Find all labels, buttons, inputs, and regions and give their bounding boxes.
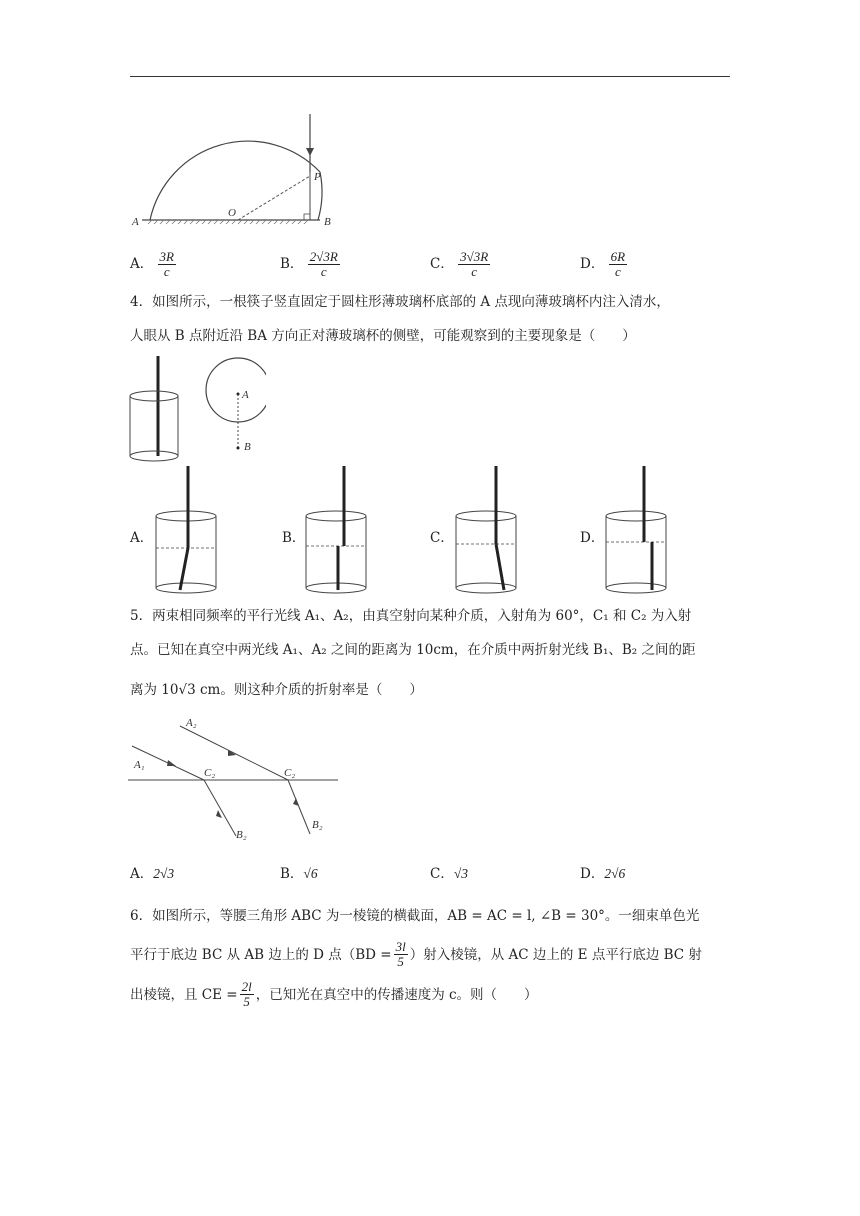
q5-option-a[interactable]: A．2√3 [130, 866, 175, 882]
ray-b1 [204, 780, 236, 836]
label-b: B [324, 216, 331, 228]
fraction-ce: $\frac{2l}{5}$ [241, 979, 252, 1009]
fraction: $\frac{2√3R}{c}$ [309, 249, 338, 279]
right-angle-mark [304, 214, 310, 220]
fraction: $\frac{3√3R}{c}$ [460, 249, 489, 279]
label-o: O [228, 207, 236, 219]
q4-option-d-figure[interactable] [602, 466, 672, 596]
q3-option-c[interactable]: C． $\frac{3√3R}{c}$ [430, 249, 489, 279]
label-c1: C₂ [204, 767, 216, 779]
q5-option-c[interactable]: C．√3 [430, 866, 469, 882]
q4-text-line1: 4．如图所示，一根筷子竖直固定于圆柱形薄玻璃杯底部的 A 点现向薄玻璃杯内注入清水， [130, 294, 670, 310]
label-b2: B₂ [312, 819, 323, 831]
ray-b2 [288, 780, 310, 834]
q3-option-d[interactable]: D． $\frac{6R}{c}$ [580, 249, 626, 279]
ray-a2 [180, 726, 288, 780]
label-p: P [314, 171, 321, 183]
label-b1: B₂ [236, 829, 247, 841]
q6-text-line1: 6．如图所示，等腰三角形 ABC 为一棱镜的横截面，AB = AC = l, ∠B = 30°。一细束单色光 [130, 908, 700, 924]
fraction: $\frac{6R}{c}$ [610, 249, 626, 279]
q5-text-line1: 5．两束相同频率的平行光线 A₁、A₂，由真空射向某种介质，入射角为 60°，C₁ 和 C₂ 为入射 [130, 608, 692, 624]
label-c2: C₂ [284, 767, 296, 779]
q5-option-d[interactable]: D．2√6 [580, 866, 626, 882]
ray-arrow [306, 148, 314, 156]
q5-text-line3: 离为 10√3 cm。则这种介质的折射率是（ ） [130, 682, 423, 698]
q5-option-b[interactable]: B．√6 [280, 866, 318, 882]
label-a: A [242, 389, 249, 401]
q4-option-b-figure[interactable] [302, 466, 372, 596]
q3-option-a[interactable]: A． $\frac{3R}{c}$ [130, 249, 174, 279]
q4-option-d-label[interactable]: D． [580, 530, 605, 546]
fraction-bd: $\frac{3l}{5}$ [395, 939, 406, 969]
q4-text-line2: 人眼从 B 点附近沿 BA 方向正对薄玻璃杯的侧壁，可能观察到的主要现象是（ ） [130, 328, 636, 344]
q4-option-a-label[interactable]: A． [130, 530, 154, 546]
q4-option-b-label[interactable]: B． [282, 530, 306, 546]
q4-cup-figure [126, 356, 266, 464]
q5-refraction-figure [128, 712, 342, 846]
fraction: $\frac{3R}{c}$ [159, 249, 174, 279]
q3-semicircle-figure [128, 110, 338, 232]
q4-option-a-figure[interactable] [152, 466, 222, 596]
label-b: B [244, 441, 251, 453]
hatch-marks [148, 220, 308, 224]
label-a2: A₂ [186, 717, 197, 729]
q5-text-line2: 点。已知在真空中两光线 A₁、A₂ 之间的距离为 10cm，在介质中两折射光线 B₁、B₂ 之间的距 [130, 642, 696, 658]
q4-option-c-label[interactable]: C． [430, 530, 454, 546]
header-rule [130, 76, 730, 77]
label-a1: A₁ [134, 759, 145, 771]
q6-text-line2: 平行于底边 BC 从 AB 边上的 D 点（BD = $\frac{3l}{5}$ ）射入棱镜，从 AC 边上的 E 点平行底边 BC 射 [130, 939, 702, 969]
radius-op [238, 176, 310, 220]
q4-option-c-figure[interactable] [452, 466, 522, 596]
top-view-circle [206, 358, 266, 422]
q3-option-b[interactable]: B． $\frac{2√3R}{c}$ [280, 249, 338, 279]
label-a: A [132, 216, 139, 228]
q6-text-line3: 出棱镜，且 CE = $\frac{2l}{5}$ ，已知光在真空中的传播速度为 c。则（ ） [130, 979, 538, 1009]
